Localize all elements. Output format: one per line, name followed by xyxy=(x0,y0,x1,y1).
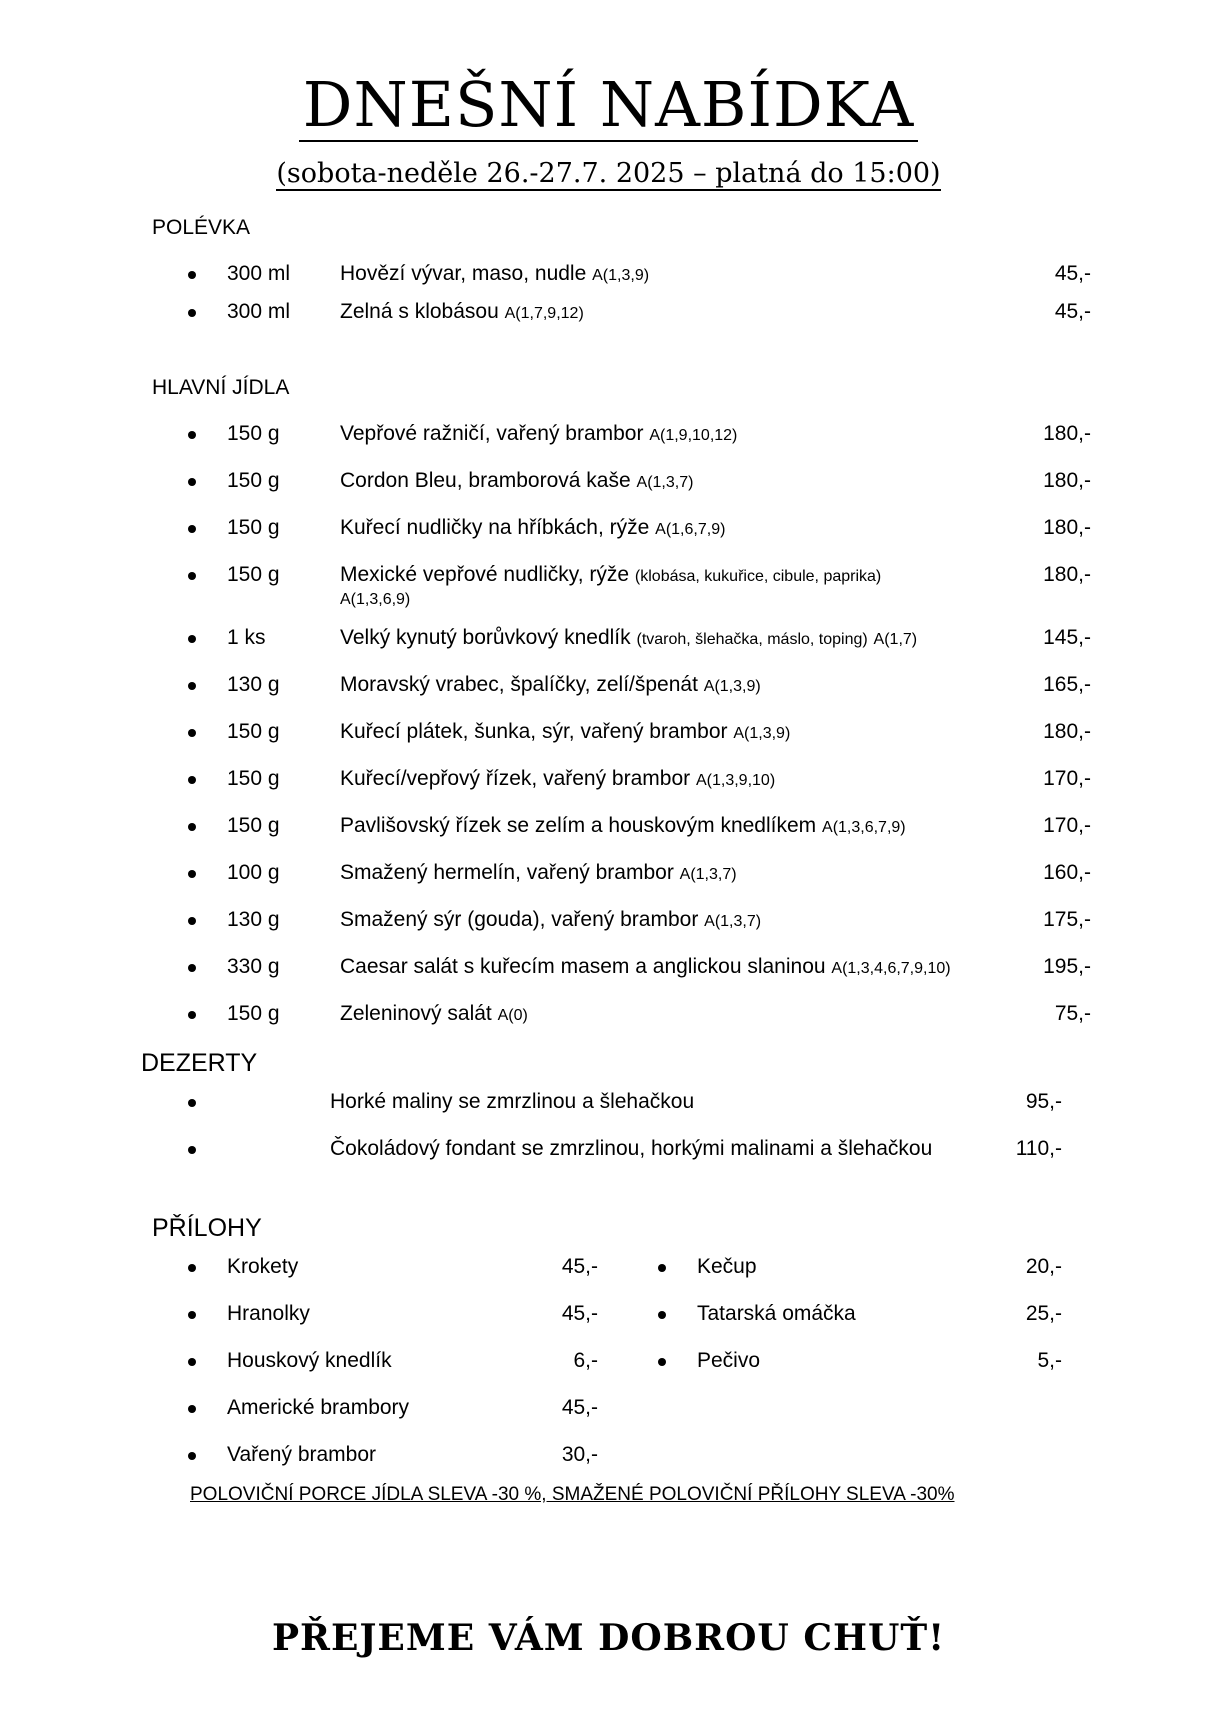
list-item xyxy=(0,861,1217,889)
item-name: Čokoládový fondant se zmrzlinou, horkými malinami a šlehačkou xyxy=(330,1137,933,1160)
item-price: 180,- xyxy=(1043,422,1091,445)
bullet-icon xyxy=(188,964,196,972)
item-name xyxy=(340,814,906,838)
item-note: (klobása, kukuřice, cibule, paprika) xyxy=(634,568,882,585)
item-name xyxy=(340,908,761,932)
item-quantity: 1 ks xyxy=(227,626,266,649)
item-name-text: Mexické vepřové nudličky, rýže xyxy=(340,563,630,586)
item-name: Krokety xyxy=(227,1255,299,1278)
item-price: 45,- xyxy=(561,1255,598,1278)
list-item xyxy=(0,516,1217,544)
item-price: 95,- xyxy=(1025,1090,1062,1113)
item-quantity: 330 g xyxy=(227,955,280,978)
item-price: 20,- xyxy=(1025,1255,1062,1278)
list-item xyxy=(0,1137,1217,1165)
item-quantity: 130 g xyxy=(227,673,280,696)
item-price: 75,- xyxy=(1054,1002,1091,1025)
page-subtitle xyxy=(0,160,1217,191)
bullet-icon xyxy=(188,478,196,486)
bullet-icon xyxy=(188,1358,196,1366)
item-price: 6,- xyxy=(573,1349,598,1372)
page-title xyxy=(0,68,1217,142)
item-allergens: A(1,3,7) xyxy=(704,913,762,930)
item-price: 45,- xyxy=(1054,262,1091,285)
item-name: Horké maliny se zmrzlinou a šlehačkou xyxy=(330,1090,695,1113)
item-price: 160,- xyxy=(1043,861,1091,884)
item-price: 110,- xyxy=(1015,1137,1062,1160)
item-price: 180,- xyxy=(1043,469,1091,492)
bullet-icon xyxy=(188,431,196,439)
section-heading-soup: POLÉVKA xyxy=(152,216,251,239)
bullet-icon xyxy=(188,525,196,533)
item-name xyxy=(340,626,917,650)
item-name: Kečup xyxy=(697,1255,757,1278)
list-item xyxy=(0,1002,1217,1030)
item-name xyxy=(340,422,737,446)
item-price: 145,- xyxy=(1043,626,1091,649)
list-item xyxy=(658,1255,1062,1283)
item-name-text: Zeleninový salát xyxy=(340,1002,492,1025)
list-item xyxy=(0,1090,1217,1118)
bullet-icon xyxy=(188,870,196,878)
item-quantity: 300 ml xyxy=(227,262,291,285)
item-allergens: A(1,3,9) xyxy=(592,267,650,284)
bullet-icon xyxy=(658,1264,666,1272)
item-name xyxy=(340,955,951,979)
item-name-text: Zelná s klobásou xyxy=(340,300,499,323)
bullet-icon xyxy=(658,1358,666,1366)
list-item xyxy=(0,469,1217,497)
item-name xyxy=(340,469,693,493)
list-item xyxy=(188,1396,598,1424)
item-allergens: A(1,3,6,9) xyxy=(340,591,411,608)
item-name-text: Pavlišovský řízek se zelím a houskovým knedlíkem xyxy=(340,814,817,837)
item-allergens: A(1,3,9) xyxy=(703,678,761,695)
item-quantity: 150 g xyxy=(227,767,280,790)
item-note: (tvaroh, šlehačka, máslo, toping) xyxy=(636,631,868,648)
item-allergens: A(1,3,7) xyxy=(636,474,694,491)
bullet-icon xyxy=(188,729,196,737)
item-price: 195,- xyxy=(1043,955,1091,978)
page-title-text: DNEŠNÍ NABÍDKA xyxy=(299,74,919,142)
closing-greeting: PŘEJEME VÁM DOBROU CHUŤ! xyxy=(271,1617,946,1659)
item-name-text: Velký kynutý borůvkový knedlík xyxy=(340,626,631,649)
bullet-icon xyxy=(188,1311,196,1319)
item-price: 180,- xyxy=(1043,720,1091,743)
list-item xyxy=(0,908,1217,936)
item-price: 175,- xyxy=(1043,908,1091,931)
item-name: Tatarská omáčka xyxy=(697,1302,856,1325)
discount-note: POLOVIČNÍ PORCE JÍDLA SLEVA -30 %, SMAŽENÉ POLOVIČNÍ PŘÍLOHY SLEVA -30% xyxy=(190,1484,955,1505)
item-name-text: Kuřecí/vepřový řízek, vařený brambor xyxy=(340,767,691,790)
bullet-icon xyxy=(188,917,196,925)
item-price: 165,- xyxy=(1043,673,1091,696)
item-name: Vařený brambor xyxy=(227,1443,377,1466)
item-price: 45,- xyxy=(561,1396,598,1419)
item-name: Hranolky xyxy=(227,1302,310,1325)
item-price: 180,- xyxy=(1043,563,1091,586)
item-name: Americké brambory xyxy=(227,1396,410,1419)
list-item xyxy=(0,767,1217,795)
item-name xyxy=(340,673,761,697)
item-allergens: A(1,3,9) xyxy=(733,725,791,742)
bullet-icon xyxy=(188,1146,196,1154)
bullet-icon xyxy=(188,776,196,784)
list-item xyxy=(0,563,1217,619)
bullet-icon xyxy=(188,1452,196,1460)
list-item xyxy=(188,1302,598,1330)
item-allergens: A(1,3,6,7,9) xyxy=(822,819,906,836)
bullet-icon xyxy=(188,572,196,580)
bullet-icon xyxy=(188,682,196,690)
item-price: 170,- xyxy=(1043,814,1091,837)
item-allergens: A(1,7,9,12) xyxy=(504,305,584,322)
item-name xyxy=(340,720,790,744)
item-name-text: Moravský vrabec, špalíčky, zelí/špenát xyxy=(340,673,698,696)
list-item xyxy=(188,1443,598,1471)
page-subtitle-text: (sobota-neděle 26.-27.7. 2025 – platná do 15:00) xyxy=(276,158,941,189)
item-name-text: Hovězí vývar, maso, nudle xyxy=(340,262,587,285)
item-name xyxy=(340,767,775,791)
item-name xyxy=(340,1002,528,1026)
item-price: 5,- xyxy=(1037,1349,1062,1372)
item-price: 180,- xyxy=(1043,516,1091,539)
item-name-text: Cordon Bleu, bramborová kaše xyxy=(340,469,631,492)
list-item xyxy=(0,300,1217,328)
list-item xyxy=(0,720,1217,748)
list-item xyxy=(0,673,1217,701)
list-item xyxy=(658,1302,1062,1330)
item-quantity: 300 ml xyxy=(227,300,291,323)
item-quantity: 150 g xyxy=(227,563,280,586)
item-quantity: 130 g xyxy=(227,908,280,931)
item-quantity: 150 g xyxy=(227,469,280,492)
list-item xyxy=(0,814,1217,842)
bullet-icon xyxy=(188,635,196,643)
list-item xyxy=(658,1349,1062,1377)
list-item xyxy=(0,626,1217,654)
bullet-icon xyxy=(188,1405,196,1413)
item-name-text: Kuřecí plátek, šunka, sýr, vařený brambor xyxy=(340,720,728,743)
item-name-text: Smažený hermelín, vařený brambor xyxy=(340,861,674,884)
item-allergens: A(1,3,4,6,7,9,10) xyxy=(831,960,951,977)
item-price: 170,- xyxy=(1043,767,1091,790)
section-heading-mains: HLAVNÍ JÍDLA xyxy=(152,376,290,399)
item-allergens: A(1,7) xyxy=(873,631,918,648)
item-quantity: 150 g xyxy=(227,516,280,539)
item-name xyxy=(340,262,649,286)
item-name: Pečivo xyxy=(697,1349,761,1372)
item-quantity: 100 g xyxy=(227,861,280,884)
list-item xyxy=(188,1349,598,1377)
list-item xyxy=(0,955,1217,983)
item-allergens: A(1,3,9,10) xyxy=(695,772,776,789)
item-name-text: Caesar salát s kuřecím masem a anglickou slaninou xyxy=(340,955,826,978)
item-quantity: 150 g xyxy=(227,422,280,445)
item-name-text: Kuřecí nudličky na hříbkách, rýže xyxy=(340,516,650,539)
list-item xyxy=(0,262,1217,290)
item-allergens: A(1,6,7,9) xyxy=(655,521,726,538)
item-name xyxy=(340,516,725,540)
item-quantity: 150 g xyxy=(227,720,280,743)
section-heading-sides: PŘÍLOHY xyxy=(152,1214,262,1242)
item-name-text: Smažený sýr (gouda), vařený brambor xyxy=(340,908,699,931)
item-quantity: 150 g xyxy=(227,1002,280,1025)
item-allergens: A(1,9,10,12) xyxy=(649,427,738,444)
item-price: 45,- xyxy=(1054,300,1091,323)
bullet-icon xyxy=(188,1099,196,1107)
list-item xyxy=(0,422,1217,450)
bullet-icon xyxy=(188,271,196,279)
item-name xyxy=(340,861,737,885)
item-name xyxy=(340,563,881,587)
item-price: 45,- xyxy=(561,1302,598,1325)
item-name xyxy=(340,300,584,324)
item-allergens: A(0) xyxy=(497,1007,528,1024)
item-price: 25,- xyxy=(1025,1302,1062,1325)
section-heading-desserts: DEZERTY xyxy=(141,1049,258,1077)
list-item xyxy=(188,1255,598,1283)
bullet-icon xyxy=(188,1011,196,1019)
bullet-icon xyxy=(188,1264,196,1272)
item-allergens: A(1,3,7) xyxy=(679,866,737,883)
bullet-icon xyxy=(658,1311,666,1319)
item-price: 30,- xyxy=(561,1443,598,1466)
item-name: Houskový knedlík xyxy=(227,1349,392,1372)
bullet-icon xyxy=(188,823,196,831)
item-name-text: Vepřové ražničí, vařený brambor xyxy=(340,422,644,445)
item-quantity: 150 g xyxy=(227,814,280,837)
bullet-icon xyxy=(188,309,196,317)
